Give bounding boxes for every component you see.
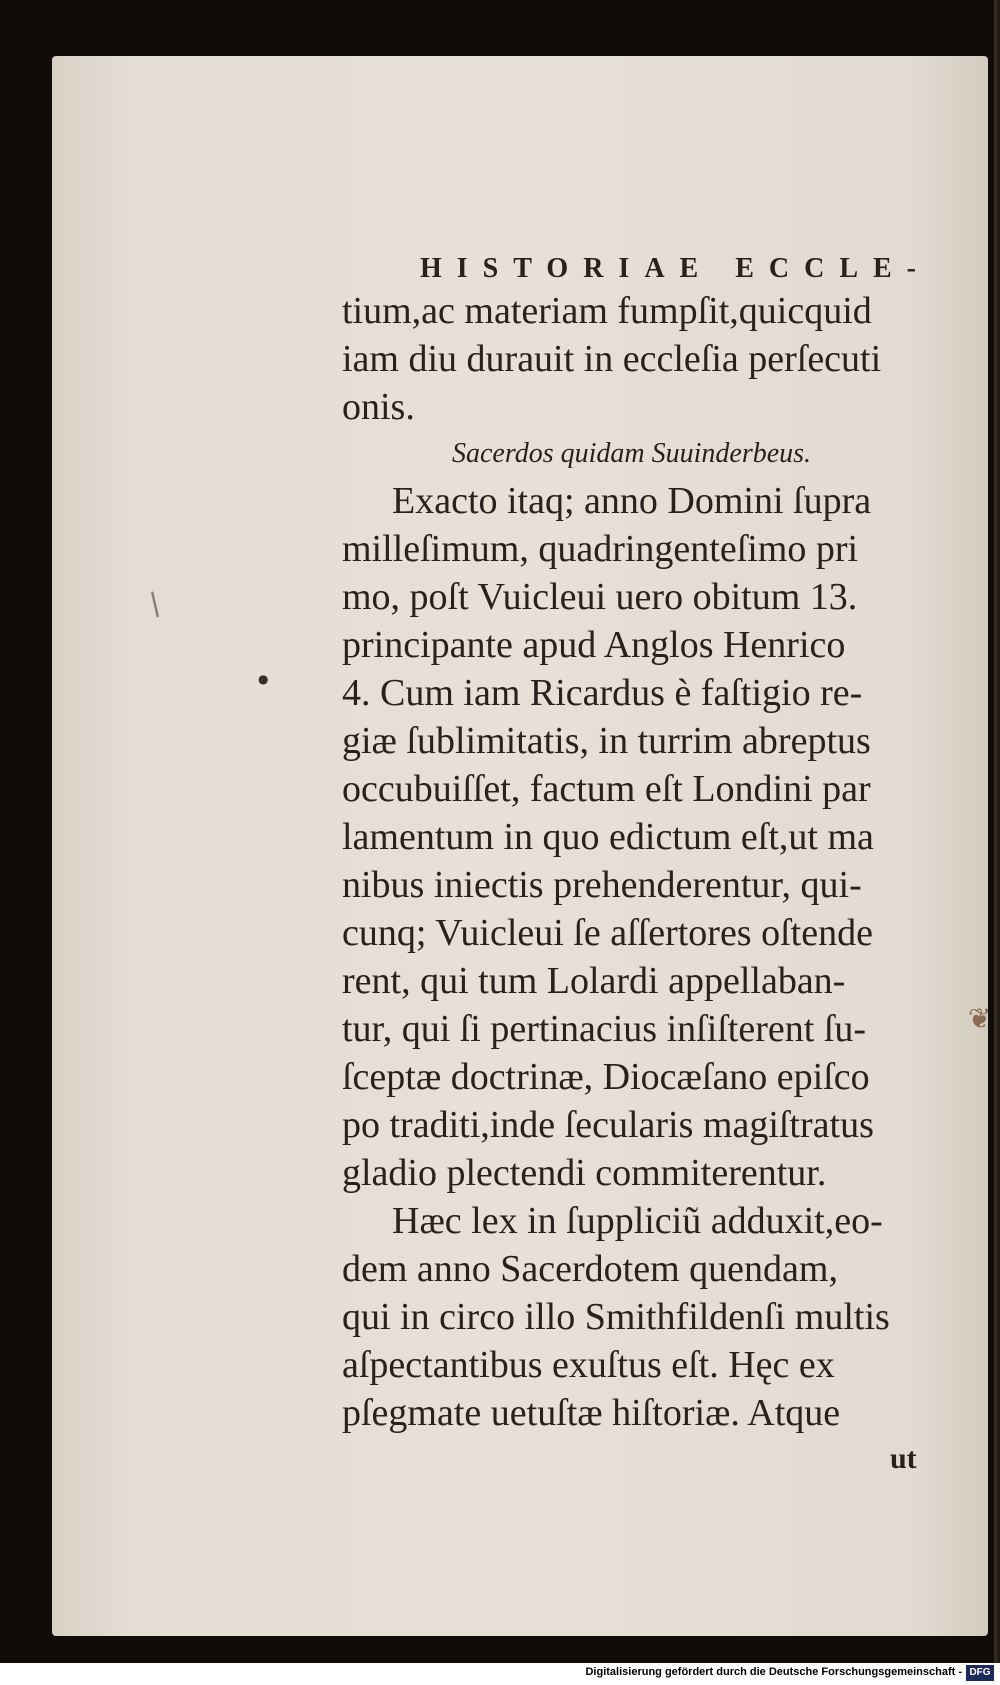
text-line: mo, poſt Vuicleui uero obitum 13. (342, 576, 858, 618)
text-line: rent, qui tum Lolardi appellaban- (342, 960, 846, 1002)
text-line: po traditi,inde ſecularis magiſtratus (342, 1104, 874, 1146)
text-line: aſpectantibus exuſtus eſt. Hęc ex (342, 1344, 835, 1386)
book-edge (994, 0, 1000, 1663)
margin-mark: / (141, 586, 169, 623)
dfg-logo: DFG (966, 1665, 994, 1681)
text-line: onis. (342, 386, 415, 428)
text-line: nibus iniectis prehenderentur, qui- (342, 864, 862, 906)
footer (0, 1663, 1000, 1685)
text-line: pſegmate uetuſtæ hiſtoriæ. Atque (342, 1392, 841, 1434)
text-line: dem anno Sacerdotem quendam, (342, 1248, 838, 1290)
text-line: qui in circo illo Smithfildenſi multis (342, 1296, 890, 1338)
text-line: ſceptæ doctrinæ, Diocæſano epiſco (342, 1056, 870, 1098)
book-page (52, 56, 988, 1636)
text-line: Exacto itaq; anno Domini ſupra (392, 480, 872, 522)
text-line: cunq; Vuicleui ſe aſſertores oſtende (342, 912, 873, 954)
text-line: iam diu durauit in eccleſia perſecuti (342, 338, 882, 380)
text-line: 4. Cum iam Ricardus è faſtigio re- (342, 672, 863, 714)
text-line: principante apud Anglos Henrico (342, 624, 846, 666)
margin-dot: ● (258, 672, 269, 686)
ink-stain: ❦ (968, 1002, 992, 1035)
text-line: tium,ac materiam fumpſit,quicquid (342, 290, 872, 332)
running-head: HISTORIAE ECCLE- (420, 253, 932, 284)
text-line: gladio plectendi commiterentur. (342, 1152, 827, 1194)
text-line: milleſimum, quadringenteſimo pri (342, 528, 859, 570)
text-line: giæ ſublimitatis, in turrim abreptus (342, 720, 871, 762)
footer-credit: Digitalisierung gefördert durch die Deutsche Forschungsgemeinschaft - (585, 1666, 962, 1678)
text-line: lamentum in quo edictum eſt,ut ma (342, 816, 874, 858)
text-line: Hæc lex in ſuppliciũ adduxit,eo- (392, 1200, 883, 1242)
catchword: ut (890, 1442, 917, 1475)
text-line: tur, qui ſi pertinacius inſiſterent ſu- (342, 1008, 867, 1050)
section-rubric: Sacerdos quidam Suuinderbeus. (452, 438, 812, 469)
text-line: occubuiſſet, factum eſt Londini par (342, 768, 871, 810)
body-text (342, 288, 992, 1481)
